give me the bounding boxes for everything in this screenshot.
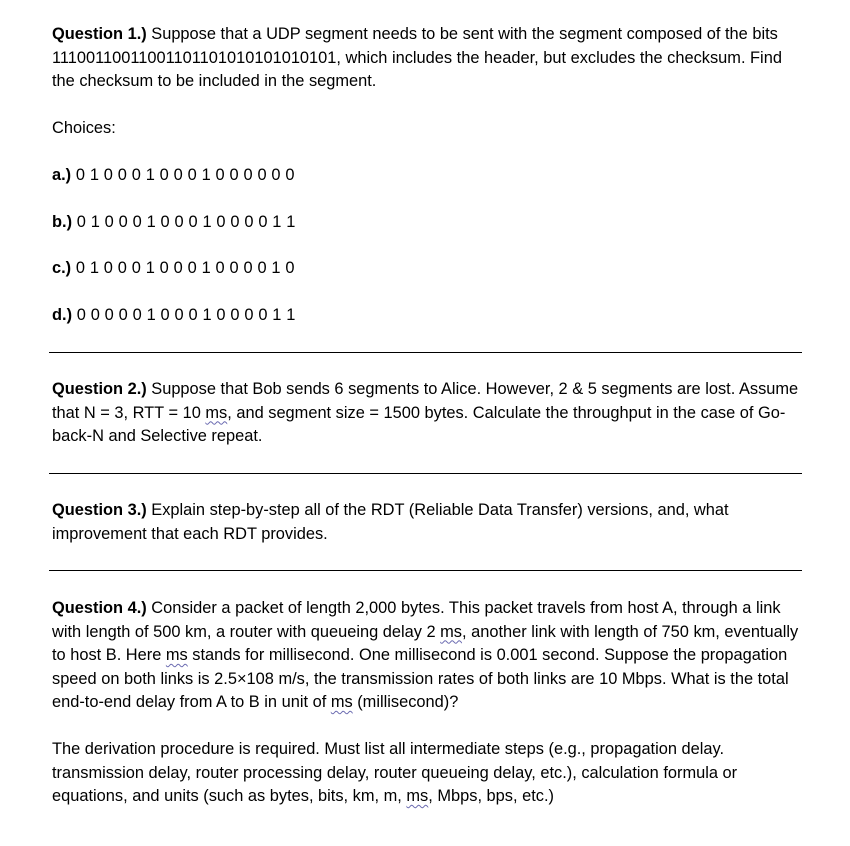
question-1-text: Suppose that a UDP segment needs to be sent with the segment composed of the bits 11100110011001101101010101010101, which includes the header, but excludes the checksum. Find the checksum to be included in the segment. [52, 25, 782, 90]
choice-d-bits: 0 0 0 0 0 1 0 0 0 1 0 0 0 0 1 1 [72, 306, 296, 324]
question-4-label: Question 4.) [52, 599, 147, 617]
question-4-text-a: Consider a packet of length 2,000 bytes. This packet travels from host A, through a link with length of 500 km, a router with queueing delay 2 [52, 599, 781, 641]
question-4-ms-1: ms [440, 622, 463, 641]
choice-b-label: b.) [52, 213, 73, 231]
question-2-ms: ms [205, 403, 228, 422]
question-2 [52, 378, 802, 449]
question-4-para2-b: , Mbps, bps, etc.) [428, 787, 554, 805]
separator-1 [49, 352, 802, 353]
choice-b [52, 211, 802, 235]
question-4-instructions [52, 738, 802, 809]
question-3-text: Explain step-by-step all of the RDT (Reliable Data Transfer) versions, and, what improvement that each RDT provides. [52, 501, 729, 543]
choice-a [52, 164, 802, 188]
question-4-para2-a: The derivation procedure is required. Must list all intermediate steps (e.g., propagation delay. transmission delay, router processing delay, router queueing delay, etc.), calculation formula or equations, and units (such as bytes, bits, km, m, [52, 740, 738, 805]
question-4-text-b: , another link with length of 750 km, eventually to host B. Here [52, 622, 799, 664]
choice-b-bits: 0 1 0 0 0 1 0 0 0 1 0 0 0 0 1 1 [72, 213, 296, 231]
question-2-text-a: Suppose that Bob sends 6 segments to Alice. However, 2 & 5 segments are lost. Assume that N = 3, RTT = 10 [52, 380, 799, 422]
choice-d-label: d.) [52, 306, 73, 324]
question-3-label: Question 3.) [52, 501, 147, 519]
separator-3 [49, 570, 802, 571]
question-3 [52, 499, 802, 546]
question-4-ms-2: ms [165, 646, 188, 664]
question-4 [52, 597, 802, 715]
question-2-label: Question 2.) [52, 380, 147, 398]
question-4-ms-3: ms [330, 693, 353, 711]
choice-a-label: a.) [52, 166, 72, 184]
choice-c-label: c.) [52, 259, 72, 277]
choice-a-bits: 0 1 0 0 0 1 0 0 0 1 0 0 0 0 0 0 [71, 166, 295, 184]
question-4-para2-ms: ms [406, 787, 429, 805]
question-4-text-c: stands for millisecond. One millisecond is 0.001 second. Suppose the propagation speed on both links is 2.5×108 m/s, the transmission rates of both links are 10 Mbps. What is the total end-to-end delay from A to B in unit of [52, 646, 789, 711]
separator-2 [49, 473, 802, 474]
question-2-text-b: , and segment size = 1500 bytes. Calculate the throughput in the case of Go-back-N and Selective repeat. [52, 403, 786, 445]
question-1-label: Question 1.) [52, 25, 147, 43]
choices-heading: Choices: [52, 119, 116, 137]
choice-c-bits: 0 1 0 0 0 1 0 0 0 1 0 0 0 0 1 0 [71, 259, 295, 277]
choice-d [52, 304, 802, 328]
question-4-text-d: (millisecond)? [352, 693, 459, 711]
choice-c [52, 257, 802, 281]
question-1 [52, 23, 802, 94]
